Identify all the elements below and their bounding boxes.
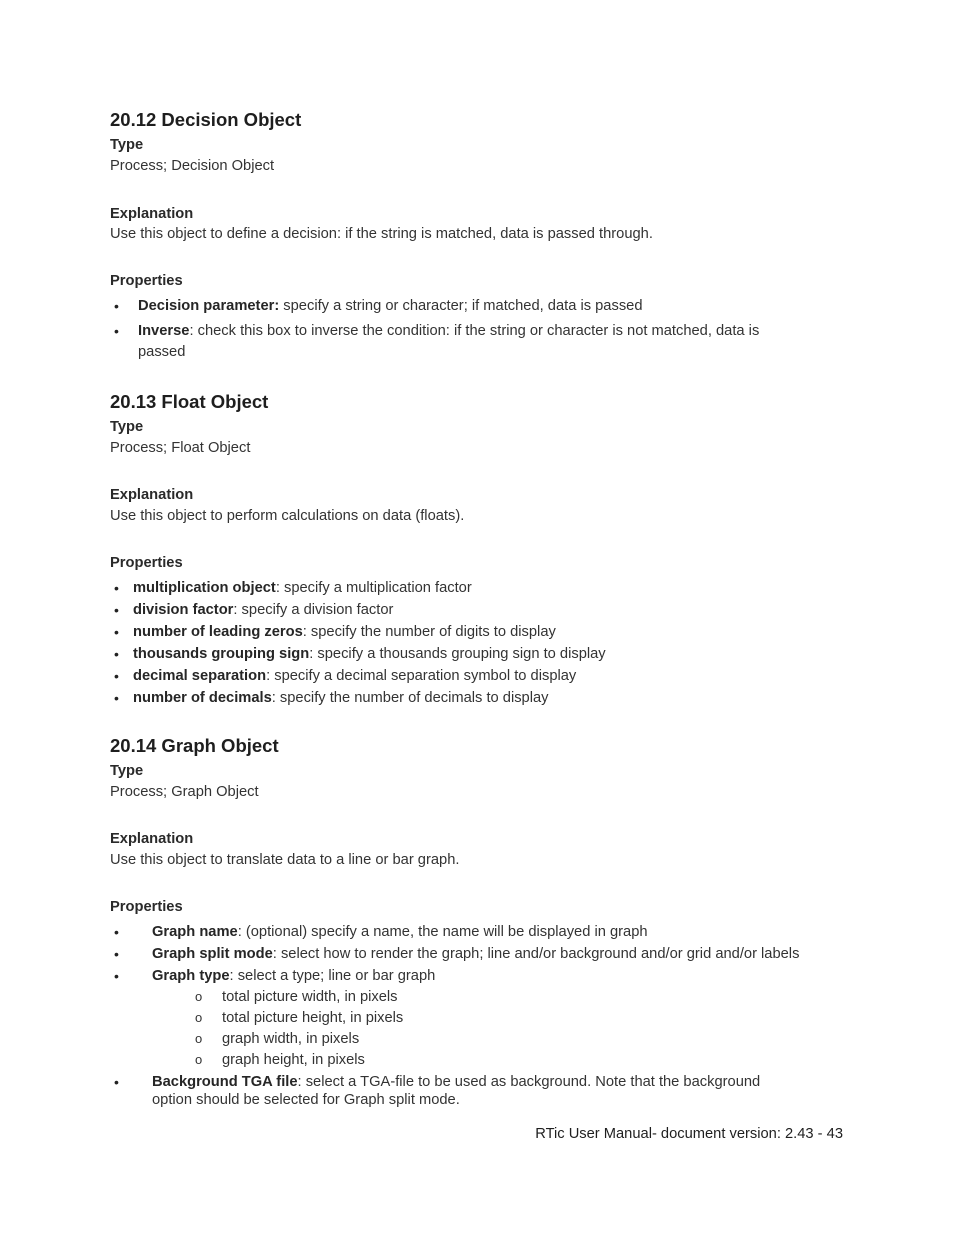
property-desc: : select a type; line or bar graph <box>229 968 436 984</box>
property-desc: : specify a decimal separation symbol to display <box>266 668 577 684</box>
property-desc: : (optional) specify a name, the name will be displayed in graph <box>237 924 648 940</box>
property-name: multiplication object <box>133 580 276 596</box>
property-desc: : specify the number of decimals to display <box>271 690 549 706</box>
bullet-icon: • <box>114 924 119 940</box>
bullet-icon: • <box>114 1074 119 1090</box>
properties-label: Properties <box>110 273 183 289</box>
explanation-label: Explanation <box>110 487 194 503</box>
type-value: Process; Graph Object <box>110 784 259 800</box>
bullet-icon: • <box>114 668 119 684</box>
type-label: Type <box>110 137 144 153</box>
property-desc: : check this box to inverse the condition: if the string or character is not matched, data is <box>189 323 760 339</box>
list-item <box>133 601 393 619</box>
property-name: Background TGA file <box>152 1074 298 1090</box>
list-item <box>133 579 472 597</box>
section-heading-graph-object: 20.14 Graph Object <box>110 735 279 756</box>
property-name: thousands grouping sign <box>133 646 310 662</box>
property-name: decimal separation <box>133 668 267 684</box>
property-name: Decision parameter: <box>138 298 280 314</box>
list-item <box>152 945 799 963</box>
sub-list-item: graph height, in pixels <box>222 1052 365 1068</box>
list-item <box>152 923 648 941</box>
property-desc-continued: passed <box>138 344 186 360</box>
property-desc-continued: option should be selected for Graph split mode. <box>152 1092 460 1108</box>
explanation-label: Explanation <box>110 206 194 222</box>
section-heading-float-object: 20.13 Float Object <box>110 391 269 412</box>
list-item <box>138 322 759 340</box>
property-name: Inverse <box>138 323 190 339</box>
list-item <box>133 689 549 707</box>
property-name: division factor <box>133 602 234 618</box>
sub-list-item: graph width, in pixels <box>222 1031 360 1047</box>
properties-label: Properties <box>110 899 183 915</box>
section-heading-decision-object: 20.12 Decision Object <box>110 109 302 130</box>
bullet-icon: • <box>114 646 119 662</box>
type-label: Type <box>110 763 144 779</box>
type-value: Process; Float Object <box>110 440 251 456</box>
property-name: Graph type <box>152 968 230 984</box>
list-item <box>152 1073 760 1091</box>
property-desc: : specify a division factor <box>233 602 394 618</box>
list-item <box>152 967 435 985</box>
property-name: Graph name <box>152 924 238 940</box>
list-item <box>138 297 643 315</box>
property-desc: : specify a thousands grouping sign to display <box>309 646 606 662</box>
bullet-icon: • <box>114 690 119 706</box>
property-desc: specify a string or character; if matched, data is passed <box>279 298 643 314</box>
bullet-icon: • <box>114 602 119 618</box>
bullet-icon: • <box>114 298 119 314</box>
property-desc: : select how to render the graph; line and/or background and/or grid and/or labels <box>272 946 800 962</box>
property-desc: : specify the number of digits to display <box>302 624 556 640</box>
bullet-icon: • <box>114 624 119 640</box>
list-item <box>133 623 556 641</box>
bullet-icon: • <box>114 323 119 339</box>
bullet-icon: • <box>114 968 119 984</box>
property-name: number of leading zeros <box>133 624 303 640</box>
explanation-text: Use this object to perform calculations on data (floats). <box>110 508 465 524</box>
properties-label: Properties <box>110 555 183 571</box>
page-footer: RTic User Manual- document version: 2.43 - 43 <box>535 1126 843 1142</box>
list-item <box>133 667 576 685</box>
explanation-text: Use this object to translate data to a line or bar graph. <box>110 852 460 868</box>
sub-bullet-icon: o <box>195 1052 203 1067</box>
type-label: Type <box>110 419 144 435</box>
bullet-icon: • <box>114 580 119 596</box>
list-item <box>133 645 606 663</box>
sub-bullet-icon: o <box>195 989 203 1004</box>
bullet-icon: • <box>114 946 119 962</box>
sub-list-item: total picture height, in pixels <box>222 1010 404 1026</box>
explanation-text: Use this object to define a decision: if the string is matched, data is passed through. <box>110 226 653 242</box>
explanation-label: Explanation <box>110 831 194 847</box>
property-name: Graph split mode <box>152 946 273 962</box>
type-value: Process; Decision Object <box>110 158 275 174</box>
property-name: number of decimals <box>133 690 272 706</box>
sub-bullet-icon: o <box>195 1031 203 1046</box>
property-desc: : select a TGA-file to be used as background. Note that the background <box>297 1074 761 1090</box>
property-desc: : specify a multiplication factor <box>275 580 472 596</box>
sub-bullet-icon: o <box>195 1010 203 1025</box>
sub-list-item: total picture width, in pixels <box>222 989 398 1005</box>
